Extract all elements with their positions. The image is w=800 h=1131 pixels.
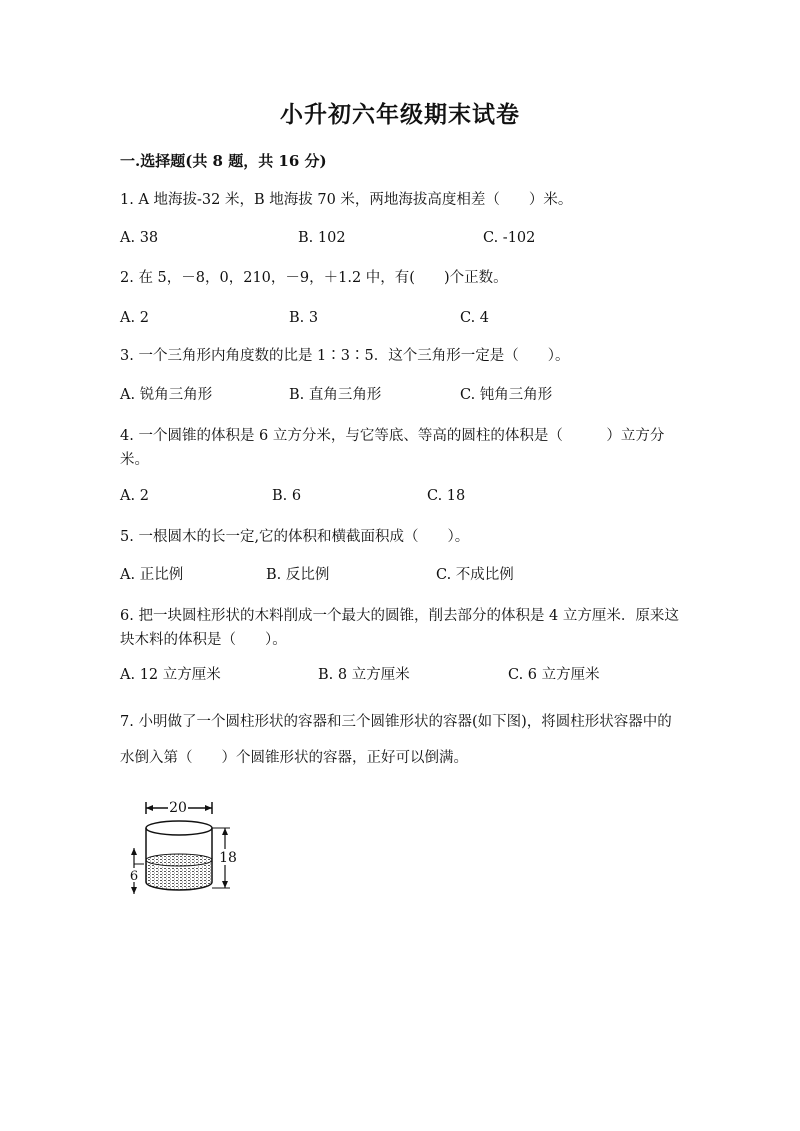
question-7-stem: 7. 小明做了一个圆柱形状的容器和三个圆锥形状的容器(如下图)，将圆柱形状容器中的水倒入第（ ）个圆锥形状的容器，正好可以倒满。: [120, 714, 672, 766]
question-2-stem: 2. 在 5，－8，0，210，－9，＋1.2 中，有( )个正数。: [120, 270, 508, 286]
question-1-option-c[interactable]: C. -102: [483, 230, 536, 246]
question-3-option-b[interactable]: B. 直角三角形: [289, 387, 382, 403]
question-2-option-a[interactable]: A. 2: [120, 310, 149, 326]
question-1-option-a[interactable]: A. 38: [120, 230, 159, 246]
question-1-stem: 1. A 地海拔-32 米，B 地海拔 70 米，两地海拔高度相差（ ）米。: [120, 192, 573, 208]
question-4-option-b[interactable]: B. 6: [272, 488, 302, 504]
question-3-option-c[interactable]: C. 钝角三角形: [460, 387, 553, 403]
question-3-option-a[interactable]: A. 锐角三角形: [120, 387, 213, 403]
question-3-stem: 3. 一个三角形内角度数的比是 1∶3∶5．这个三角形一定是（ ）。: [120, 348, 570, 364]
question-5-option-a[interactable]: A. 正比例: [120, 567, 184, 583]
question-2-option-c[interactable]: C. 4: [460, 310, 490, 326]
question-4-option-c[interactable]: C. 18: [427, 488, 466, 504]
cylinder-height-label: 18: [219, 850, 237, 866]
cylinder-diameter-label: 20: [169, 800, 187, 816]
section-heading: 一.选择题(共 8 题，共 16 分): [120, 152, 327, 170]
question-6-option-a[interactable]: A. 12 立方厘米: [120, 667, 221, 683]
water-height-label: 6: [129, 869, 139, 884]
cylinder-figure: [120, 796, 250, 906]
question-4-option-a[interactable]: A. 2: [120, 488, 149, 504]
question-5-option-b[interactable]: B. 反比例: [266, 567, 330, 583]
question-1-option-b[interactable]: B. 102: [298, 230, 346, 246]
question-6-stem: 6. 把一块圆柱形状的木料削成一个最大的圆锥，削去部分的体积是 4 立方厘米．原来这块木料的体积是（ ）。: [120, 608, 679, 648]
cylinder-diagram: [120, 796, 250, 906]
question-6-option-b[interactable]: B. 8 立方厘米: [318, 667, 410, 683]
question-5-option-c[interactable]: C. 不成比例: [436, 567, 514, 583]
question-6-option-c[interactable]: C. 6 立方厘米: [508, 667, 600, 683]
question-4-stem: 4. 一个圆锥的体积是 6 立方分米，与它等底、等高的圆柱的体积是（ ）立方分米。: [120, 428, 665, 468]
question-5-stem: 5. 一根圆木的长一定,它的体积和横截面积成（ ）。: [120, 529, 470, 545]
exam-title: 小升初六年级期末试卷: [280, 101, 520, 128]
question-2-option-b[interactable]: B. 3: [289, 310, 319, 326]
